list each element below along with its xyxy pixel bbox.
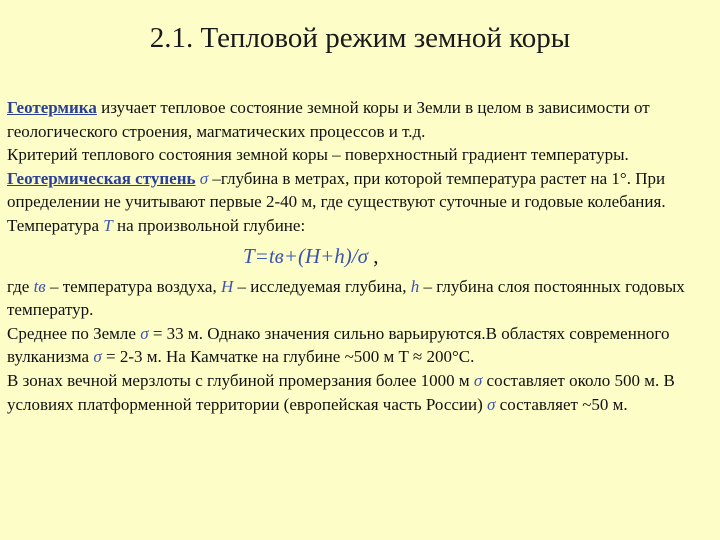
- sigma-symbol: σ: [199, 168, 209, 188]
- paragraph-text: – температура воздуха,: [45, 276, 221, 296]
- slide-title: 2.1. Тепловой режим земной коры: [149, 22, 571, 54]
- h-lower-symbol: h: [410, 276, 420, 296]
- sigma-symbol: σ: [140, 323, 149, 343]
- paragraph-text: – исследуемая глубина,: [233, 276, 411, 296]
- h-upper-symbol: H: [220, 276, 234, 296]
- paragraph-text: Критерий теплового состояния земной коры – поверхностный градиент температуры.: [7, 145, 629, 165]
- temperature-formula: [243, 242, 713, 270]
- paragraph-text: где: [7, 276, 34, 296]
- paragraph-text: В зонах вечной мерзлоты с глубиной промерзания более 1000 м: [7, 370, 474, 390]
- paragraph-text: = 33 м. Однако значения сильно варьируются.В областях современного вулканизма: [7, 323, 670, 367]
- term-geothermal-step[interactable]: Геотермическая ступень: [7, 168, 196, 188]
- paragraph-text: –глубина в метрах, при которой температура растет на 1°. При определении не учитывают первые 2-40 м, где существуют суточные и годовые колебания. Температура: [7, 168, 666, 235]
- paragraph-text: – глубина слоя постоянных годовых температур.: [7, 276, 685, 320]
- formula-expression: T=tв+(H+h)/σ: [243, 243, 368, 268]
- sigma-symbol: σ: [487, 394, 496, 414]
- t-symbol: T: [103, 215, 113, 235]
- paragraph-text: = 2-3 м. На Камчатке на глубине ~500 м T ≈ 200°C.: [101, 347, 475, 367]
- sigma-symbol: σ: [473, 370, 483, 390]
- formula-comma: ,: [368, 243, 379, 268]
- paragraph-text: Среднее по Земле: [7, 323, 141, 343]
- tv-symbol: tв: [33, 276, 46, 296]
- sigma-symbol: σ: [93, 347, 102, 367]
- paragraph-text: изучает тепловое состояние земной коры и Земли в целом в зависимости от геологического строения, магматических процессов и т.д.: [7, 98, 650, 141]
- term-geothermics[interactable]: Геотермика: [7, 98, 97, 117]
- paragraph-criterion: [7, 143, 713, 167]
- paragraph-text: на произвольной глубине:: [112, 215, 306, 235]
- paragraph-permafrost: [7, 369, 713, 416]
- paragraph-average: [7, 322, 713, 369]
- paragraph-geothermics: [7, 96, 713, 143]
- slide-body: [7, 96, 713, 416]
- paragraph-geothermal-step: [7, 167, 713, 238]
- paragraph-text: составляет около 500 м. В условиях платформенной территории (европейская часть России): [7, 370, 675, 414]
- paragraph-variables: [7, 275, 713, 322]
- paragraph-text: составляет ~50 м.: [495, 394, 628, 414]
